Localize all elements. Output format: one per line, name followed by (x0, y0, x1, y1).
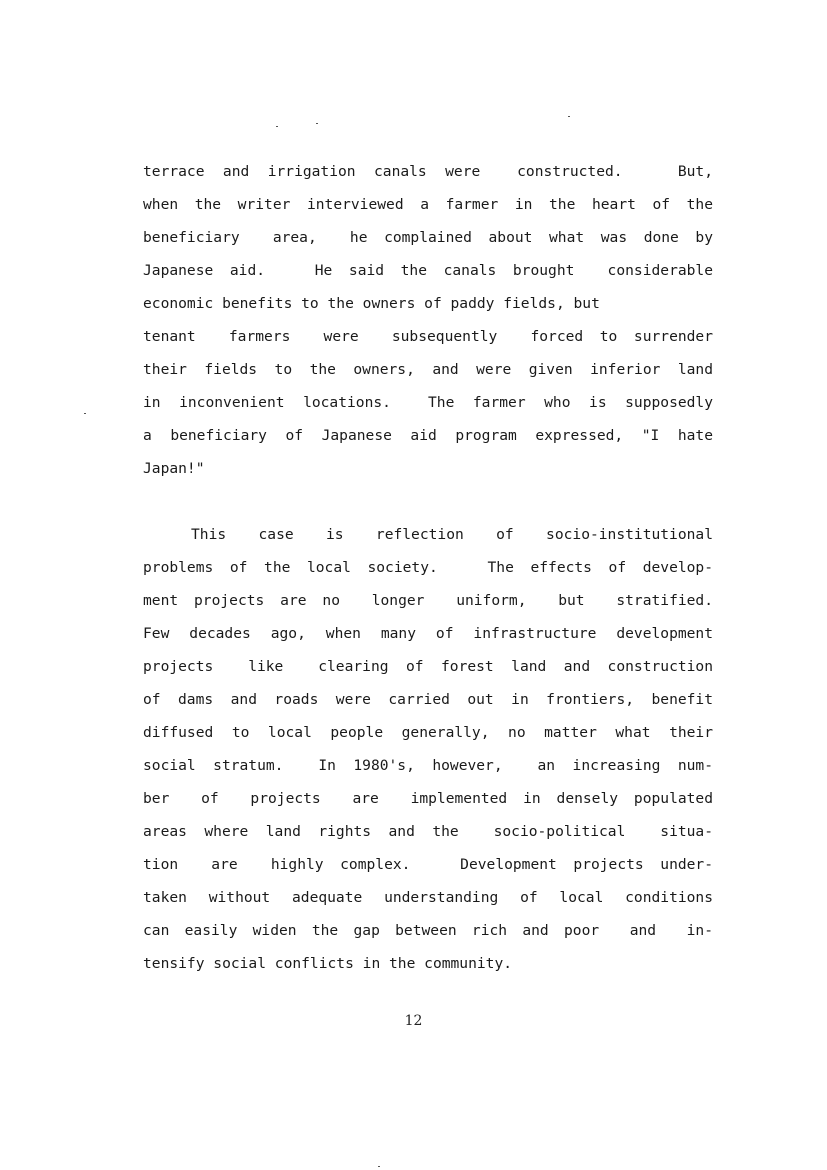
text-line: of dams and roads were carried out in frontiers, benefit (143, 691, 713, 708)
paragraph-gap (143, 485, 713, 518)
text-line: Few decades ago, when many of infrastructure development (143, 625, 713, 642)
text-line: ment projects are no longer uniform, but stratified. (143, 592, 713, 609)
text-line: a beneficiary of Japanese aid program expressed, "I hate (143, 427, 713, 444)
paragraph-1 (143, 155, 713, 485)
text-line: their fields to the owners, and were given inferior land (143, 361, 713, 378)
scan-speck (316, 123, 318, 124)
text-line: tensify social conflicts in the community. (143, 955, 513, 972)
text-line: This case is reflection of socio-institutional (191, 526, 713, 543)
text-line: in inconvenient locations. The farmer who is supposedly (143, 394, 713, 411)
text-line: when the writer interviewed a farmer in the heart of the (143, 196, 713, 213)
text-line: social stratum. In 1980's, however, an increasing num- (143, 757, 713, 774)
text-line: areas where land rights and the socio-political situa- (143, 823, 713, 840)
paragraph-2 (143, 518, 713, 980)
text-line: taken without adequate understanding of local conditions (143, 889, 713, 906)
text-line: economic benefits to the owners of paddy fields, but (143, 295, 600, 312)
scan-speck (378, 1166, 380, 1167)
body-text (143, 155, 713, 980)
scan-speck (276, 126, 278, 127)
text-line: tion are highly complex. Development projects under- (143, 856, 713, 873)
text-line: ber of projects are implemented in densely populated (143, 790, 713, 807)
text-line: projects like clearing of forest land and construction (143, 658, 713, 675)
text-line: beneficiary area, he complained about what was done by (143, 229, 713, 246)
scan-speck (84, 413, 86, 414)
text-line: Japanese aid. He said the canals brought considerable (143, 262, 713, 279)
text-line: tenant farmers were subsequently forced to surrender (143, 328, 713, 345)
text-line: can easily widen the gap between rich and poor and in- (143, 922, 713, 939)
page-number: 12 (404, 1013, 423, 1029)
text-line: diffused to local people generally, no matter what their (143, 724, 713, 741)
text-line: terrace and irrigation canals were constructed. But, (143, 163, 713, 180)
text-line: Japan!" (143, 460, 205, 477)
scan-speck (568, 116, 570, 117)
text-line: problems of the local society. The effects of develop- (143, 559, 713, 576)
